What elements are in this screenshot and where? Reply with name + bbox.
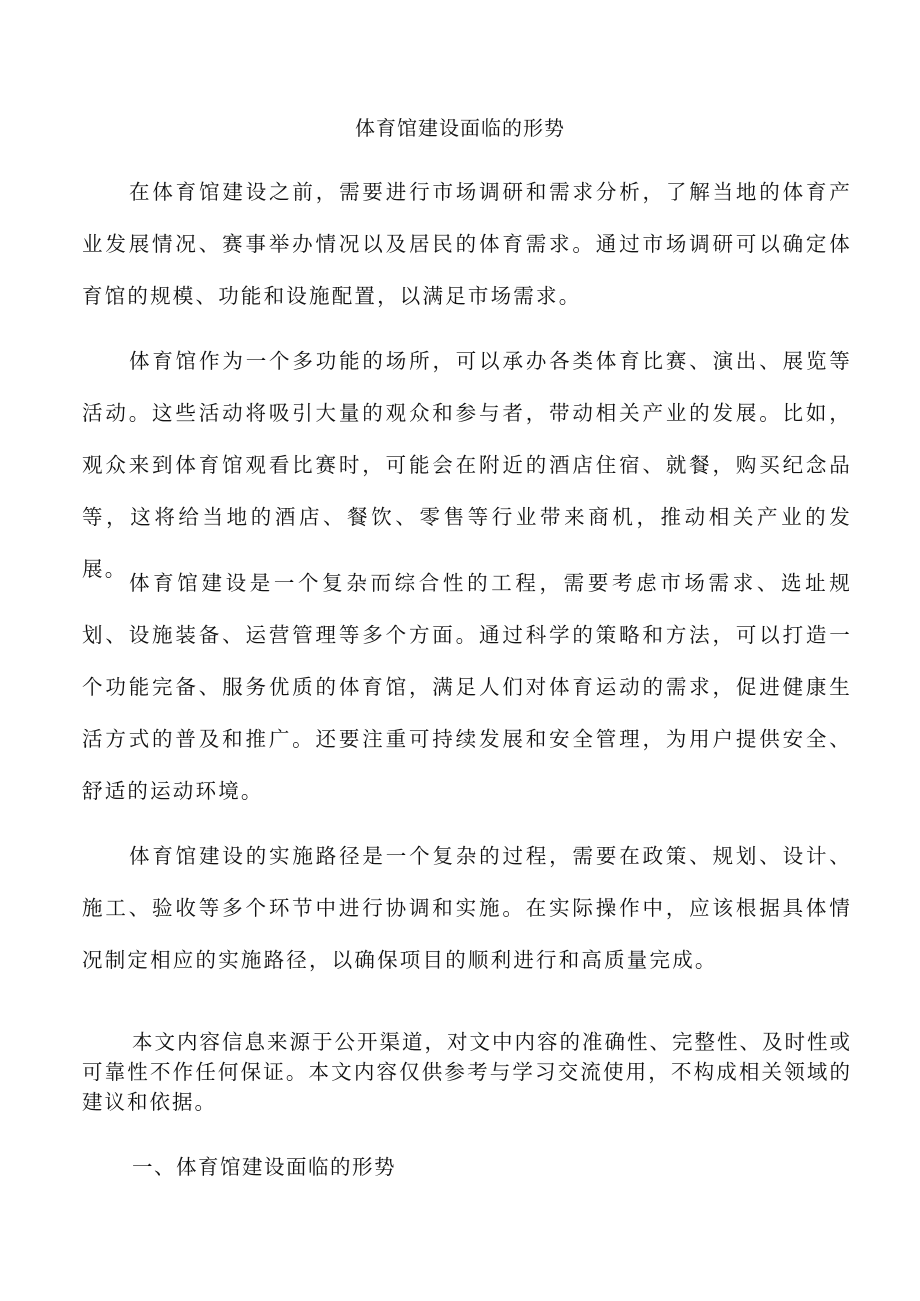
disclaimer-paragraph: 本文内容信息来源于公开渠道，对文中内容的准确性、完整性、及时性或可靠性不作任何保证。本文内容仅供参考与学习交流使用，不构成相关领域的建议和依据。 [82,1030,852,1114]
section-heading: 一、体育馆建设面临的形势 [132,1155,396,1179]
body-paragraph-2: 体育馆作为一个多功能的场所，可以承办各类体育比赛、演出、展览等活动。这些活动将吸引大量的观众和参与者，带动相关产业的发展。比如，观众来到体育馆观看比赛时，可能会在附近的酒店住宿、就餐，购买纪念品等，这将给当地的酒店、餐饮、零售等行业带来商机，推动相关产业的发展。 [82,349,852,581]
body-paragraph-3: 体育馆建设是一个复杂而综合性的工程，需要考虑市场需求、选址规划、设施装备、运营管理等多个方面。通过科学的策略和方法，可以打造一个功能完备、服务优质的体育馆，满足人们对体育运动的需求，促进健康生活方式的普及和推广。还要注重可持续发展和安全管理，为用户提供安全、舒适的运动环境。 [82,571,852,803]
document-title: 体育馆建设面临的形势 [355,116,565,140]
body-paragraph-1: 在体育馆建设之前，需要进行市场调研和需求分析，了解当地的体育产业发展情况、赛事举办情况以及居民的体育需求。通过市场调研可以确定体育馆的规模、功能和设施配置，以满足市场需求。 [82,180,852,308]
body-paragraph-4: 体育馆建设的实施路径是一个复杂的过程，需要在政策、规划、设计、施工、验收等多个环节中进行协调和实施。在实际操作中，应该根据具体情况制定相应的实施路径，以确保项目的顺利进行和高质量完成。 [82,844,852,972]
